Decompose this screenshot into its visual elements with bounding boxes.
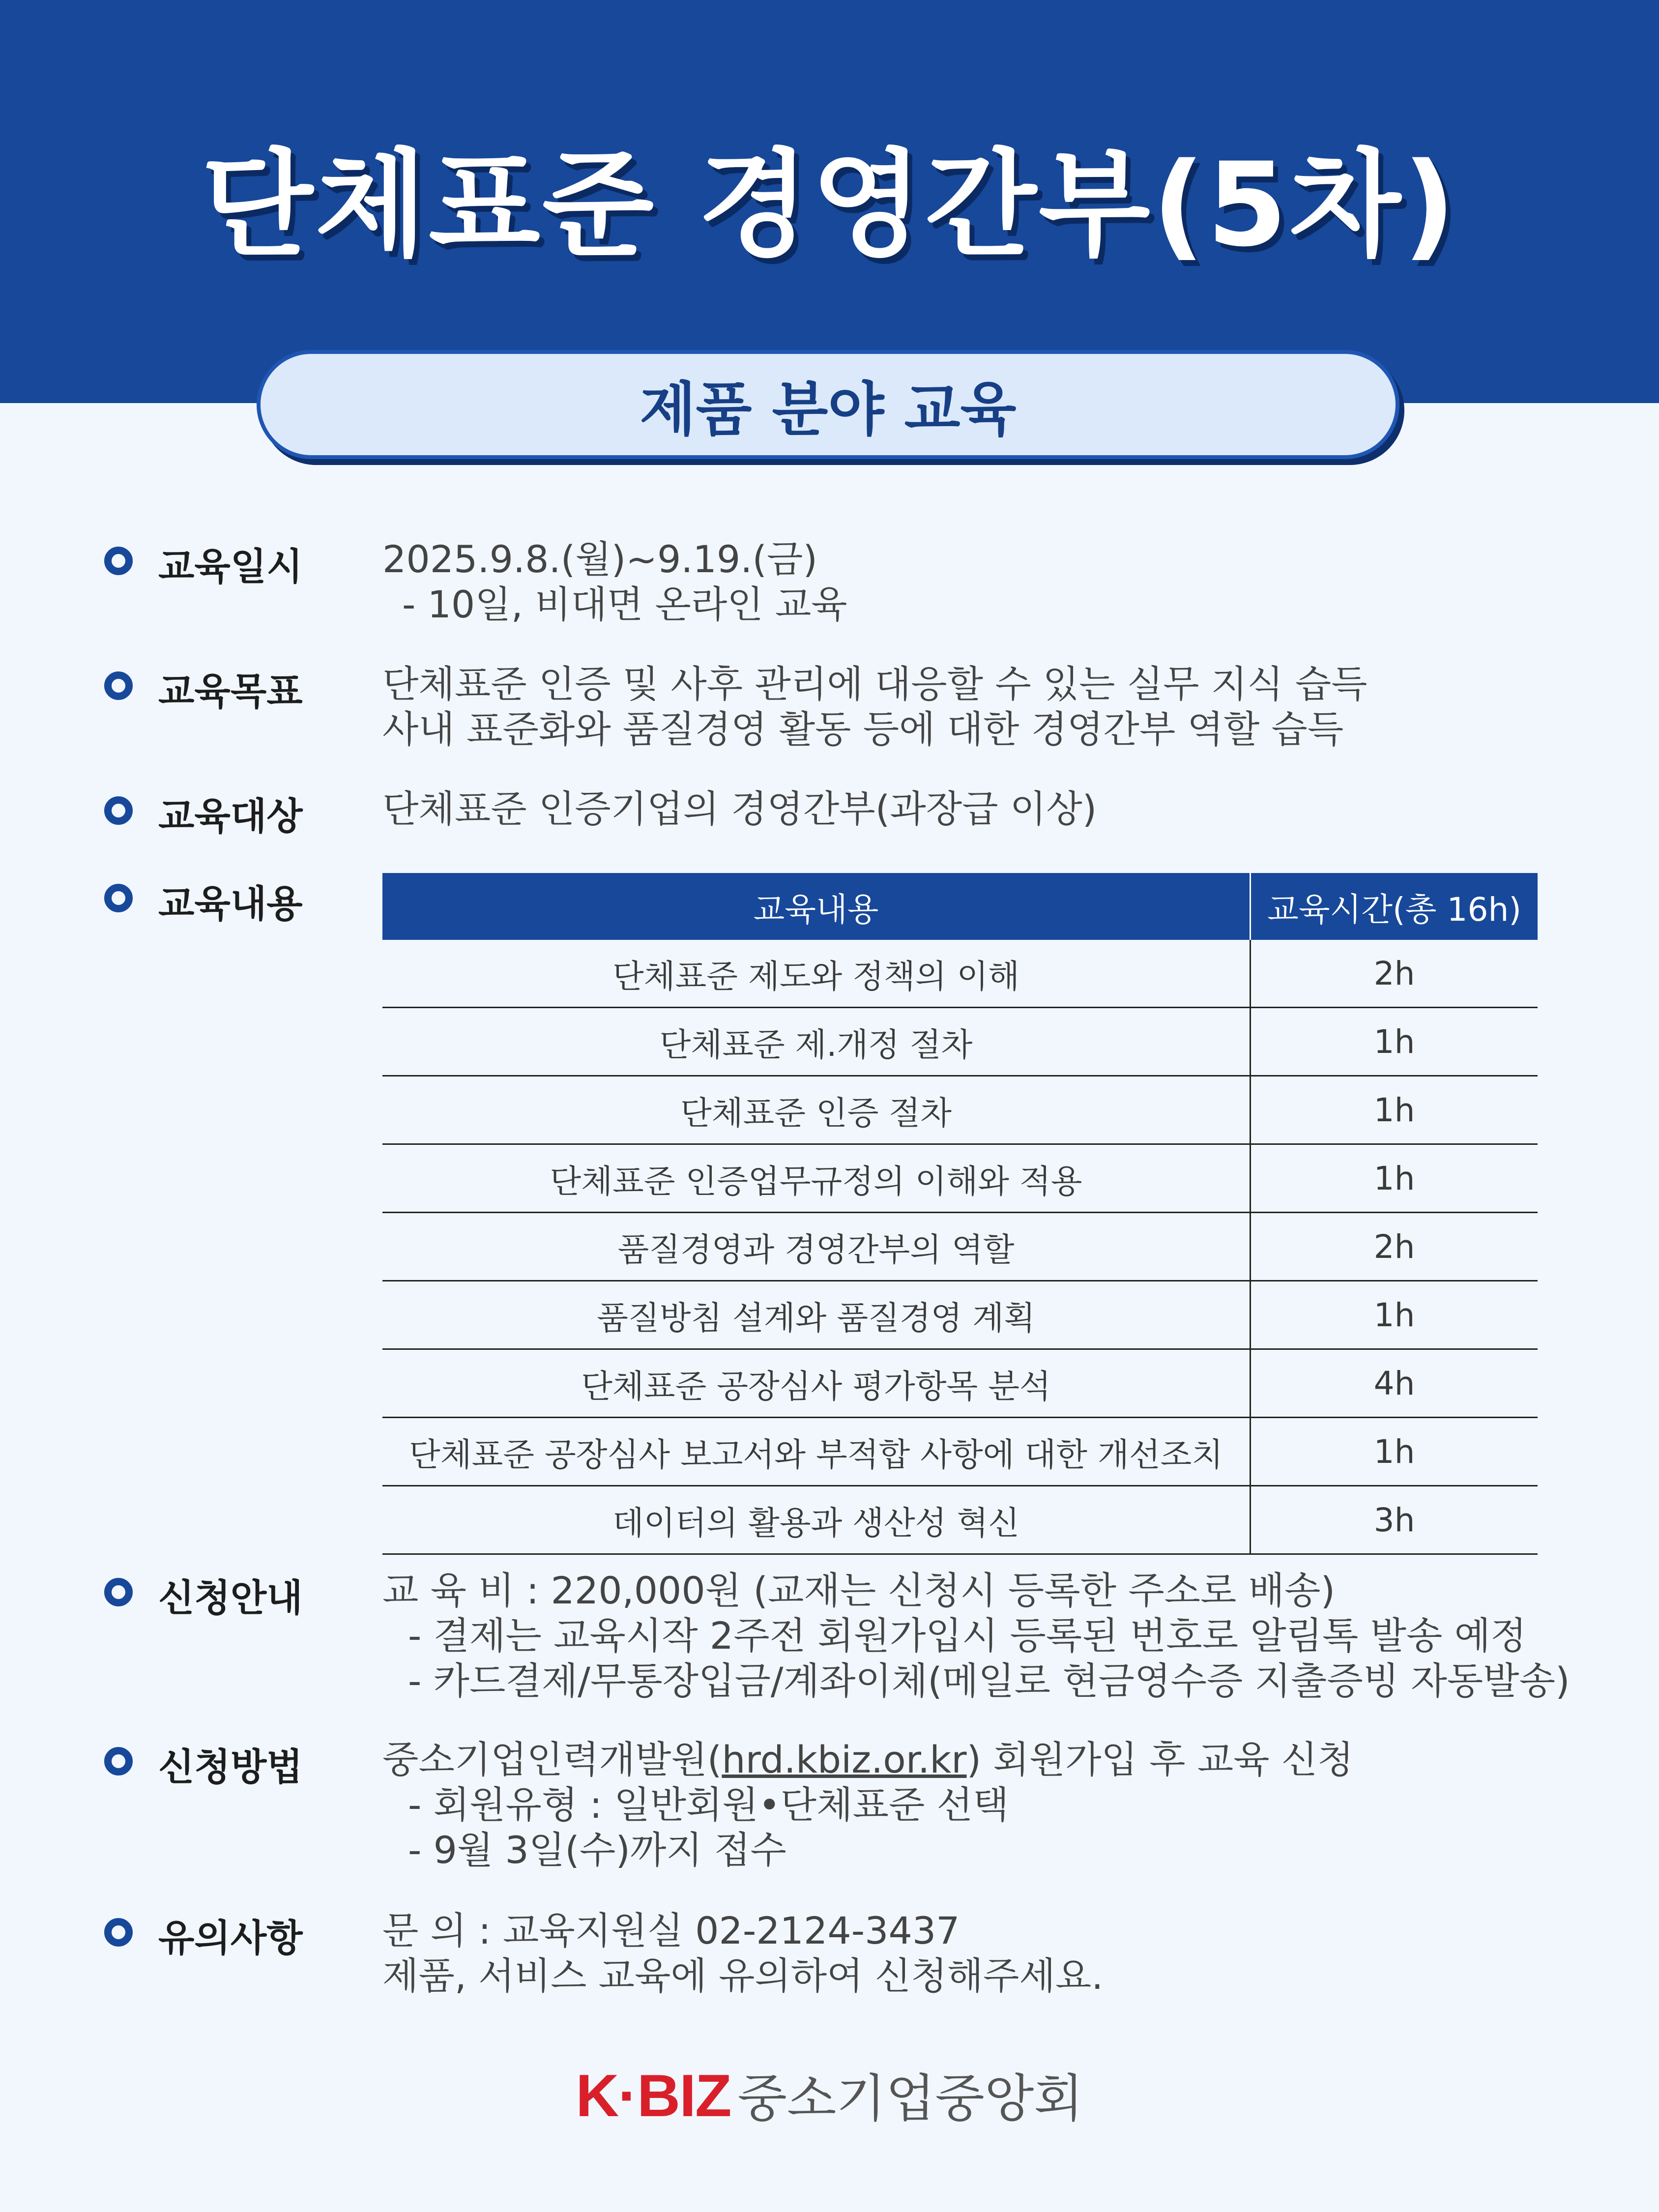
- subtitle-pill: [257, 350, 1399, 459]
- goal-line-1: 단체표준 인증 및 사후 관리에 대응할 수 있는 실무 지식 습득: [382, 662, 1368, 706]
- section-content: [382, 537, 1561, 627]
- footer-logo: [0, 2057, 1659, 2131]
- org-name: 중소기업중앙회: [737, 2068, 1083, 2128]
- apply-method-line: [382, 1737, 1561, 1782]
- table-cell: 단체표준 제.개정 절차: [382, 1008, 1251, 1076]
- table-row: [382, 1144, 1538, 1213]
- table-cell: 품질방침 설계와 품질경영 계획: [382, 1281, 1251, 1349]
- page-title: 단체표준 경영간부(5차): [201, 138, 1458, 272]
- member-type-note: - 회원유형 : 일반회원•단체표준 선택: [408, 1783, 1009, 1827]
- table-cell: 단체표준 제도와 정책의 이해: [382, 940, 1251, 1008]
- table-header-cell: 교육내용: [382, 873, 1251, 940]
- goal-line-2: 사내 표준화와 품질경영 활동 등에 대한 경영간부 역할 습득: [382, 707, 1344, 751]
- table-header-row: [382, 873, 1538, 940]
- bullet-circle-icon: [104, 1578, 133, 1606]
- target-line: 단체표준 인증기업의 경영간부(과장급 이상): [382, 787, 1097, 831]
- apply-method-prefix: 중소기업인력개발원(: [382, 1738, 722, 1781]
- bullet-circle-icon: [104, 547, 133, 575]
- section-label: 신청안내: [158, 1576, 303, 1620]
- table-row: [382, 1213, 1538, 1281]
- schedule-date: 2025.9.8.(월)~9.19.(금): [382, 537, 818, 581]
- bullet-circle-icon: [104, 884, 133, 912]
- table-cell: 1h: [1251, 1418, 1538, 1486]
- payment-note: - 결제는 교육시작 2주전 회원가입시 등록된 번호로 알림톡 발송 예정: [408, 1614, 1527, 1658]
- section-content: [382, 786, 1561, 832]
- section-label: 유의사항: [158, 1916, 303, 1960]
- kbiz-logo: K·BIZ: [576, 2062, 731, 2129]
- table-cell: 품질경영과 경영간부의 역할: [382, 1213, 1251, 1281]
- table-cell: 단체표준 인증 절차: [382, 1076, 1251, 1144]
- section-label: 교육내용: [158, 882, 303, 926]
- notice-line: 제품, 서비스 교육에 유의하여 신청해주세요.: [382, 1954, 1104, 1998]
- apply-method-suffix: ) 회원가입 후 교육 신청: [966, 1738, 1354, 1781]
- section-content: [382, 662, 1561, 752]
- section-label: 교육목표: [158, 669, 303, 713]
- table-cell: 1h: [1251, 1076, 1538, 1144]
- deadline-note: - 9월 3일(수)까지 접수: [408, 1828, 786, 1872]
- table-row: [382, 1076, 1538, 1144]
- table-cell: 단체표준 공장심사 보고서와 부적합 사항에 대한 개선조치: [382, 1418, 1251, 1486]
- website-link[interactable]: hrd.kbiz.or.kr: [722, 1738, 967, 1781]
- curriculum-table: [382, 873, 1538, 1555]
- schedule-detail: - 10일, 비대면 온라인 교육: [402, 582, 847, 626]
- section-label: 교육일시: [158, 545, 303, 588]
- table-cell: 단체표준 인증업무규정의 이해와 적용: [382, 1144, 1251, 1213]
- table-cell: 1h: [1251, 1008, 1538, 1076]
- fee-line: 교 육 비 : 220,000원 (교재는 신청시 등록한 주소로 배송): [382, 1569, 1336, 1612]
- bullet-circle-icon: [104, 1918, 133, 1947]
- table-row: [382, 1349, 1538, 1418]
- table-row: [382, 1281, 1538, 1349]
- section-label: 교육대상: [158, 794, 303, 838]
- table-cell: 2h: [1251, 1213, 1538, 1281]
- header-banner: [0, 0, 1659, 403]
- table-cell: 1h: [1251, 1281, 1538, 1349]
- table-row: [382, 940, 1538, 1008]
- bullet-circle-icon: [104, 671, 133, 700]
- table-cell: 2h: [1251, 940, 1538, 1008]
- bullet-circle-icon: [104, 796, 133, 825]
- section-content: [382, 1908, 1561, 1999]
- table-row: [382, 1418, 1538, 1486]
- bullet-circle-icon: [104, 1747, 133, 1775]
- section-label: 신청방법: [158, 1745, 303, 1789]
- table-row: [382, 1486, 1538, 1554]
- table-row: [382, 1008, 1538, 1076]
- payment-methods: - 카드결제/무통장입금/계좌이체(메일로 현금영수증 지출증빙 자동발송): [408, 1659, 1570, 1703]
- table-cell: 3h: [1251, 1486, 1538, 1554]
- section-content: [382, 1737, 1561, 1873]
- table-cell: 데이터의 활용과 생산성 혁신: [382, 1486, 1251, 1554]
- table-header-cell: 교육시간(총 16h): [1251, 873, 1538, 940]
- contact-line: 문 의 : 교육지원실 02-2124-3437: [382, 1909, 960, 1952]
- table-cell: 4h: [1251, 1349, 1538, 1418]
- table-cell: 단체표준 공장심사 평가항목 분석: [382, 1349, 1251, 1418]
- subtitle-text: 제품 분야 교육: [640, 376, 1017, 443]
- section-content: [382, 1568, 1570, 1704]
- table-cell: 1h: [1251, 1144, 1538, 1213]
